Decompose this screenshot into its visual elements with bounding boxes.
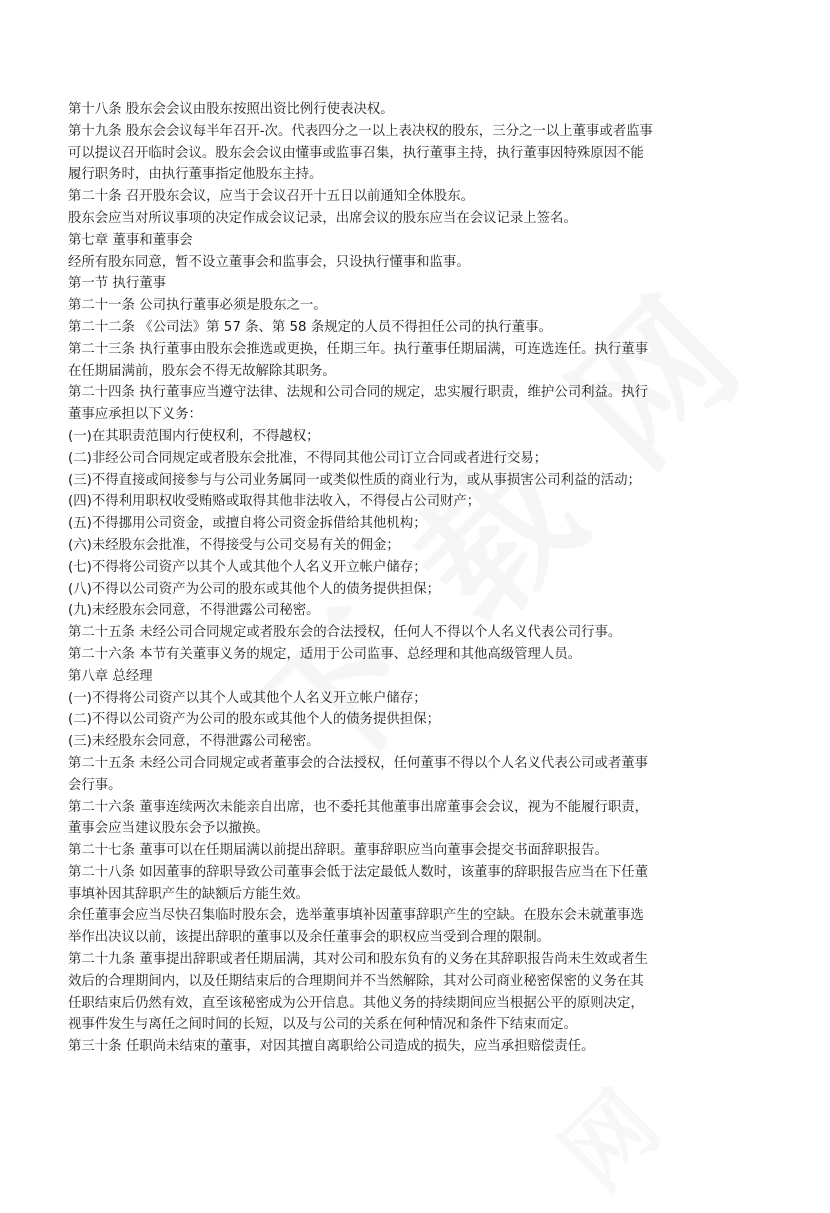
list-item: (八)不得以公司资产为公司的股东或其他个人的债务提供担保； <box>68 581 440 597</box>
text-line: 第二十五条 未经公司合同规定或者董事会的合法授权，任何董事不得以个人名义代表公司或者董事 <box>68 755 649 771</box>
text-line: 股东会应当对所议事项的决定作成会议记录，出席会议的股东应当在会议记录上签名。 <box>68 210 577 226</box>
list-item: (四)不得利用职权收受贿赂或取得其他非法收入，不得侵占公司财产； <box>68 494 481 510</box>
text-line: 任职结束后仍然有效，直至该秘密成为公开信息。其他义务的持续期间应当根据公平的原则决定， <box>68 995 644 1011</box>
list-item: (三)未经股东会同意，不得泄露公司秘密。 <box>68 734 320 750</box>
text-line: 第二十三条 执行董事由股东会推选或更换，任期三年。执行董事任期届满，可连选连任。执行董事 <box>68 341 649 357</box>
text-line: 第十九条 股东会会议每半年召开-次。代表四分之一以上表决权的股东，三分之一以上董事或者监事 <box>68 123 653 139</box>
text-line: 视事件发生与离任之间时间的长短，以及与公司的关系在何种情况和条件下结束而定。 <box>68 1017 577 1033</box>
text-line: 董事会应当建议股东会予以撤换。 <box>68 821 269 837</box>
text-line: 举作出决议以前，该提出辞职的董事以及余任董事会的职权应当受到合理的限制。 <box>68 930 551 946</box>
section-heading: 第一节 执行董事 <box>68 276 166 292</box>
text-line: 第二十一条 公司执行董事必须是股东之一。 <box>68 298 327 314</box>
document-body <box>68 99 718 1058</box>
text-line: 履行职务时，由执行董事指定他股东主持。 <box>68 167 323 183</box>
text-line: 第二十五条 未经公司合同规定或者股东会的合法授权，任何人不得以个人名义代表公司行事。 <box>68 625 622 641</box>
list-item: (二)不得以公司资产为公司的股东或其他个人的债务提供担保； <box>68 712 440 728</box>
text-line: 第二十九条 董事提出辞职或者任期届满，其对公司和股东负有的义务在其辞职报告尚未生效或者生 <box>68 952 649 968</box>
list-item: (一)在其职责范围内行使权利，不得越权； <box>68 428 320 444</box>
text-line: 第二十二条 《公司法》第 57 条、第 58 条规定的人员不得担任公司的执行董事。 <box>68 319 552 335</box>
text-line: 在任期届满前，股东会不得无故解除其职务。 <box>68 363 336 379</box>
text-line: 可以提议召开临时会议。股东会会议由懂事或监事召集，执行董事主持，执行董事因特殊原因不能 <box>68 145 644 161</box>
list-item: (五)不得挪用公司资金，或擅自将公司资金拆借给其他机构； <box>68 516 427 532</box>
list-item: (九)未经股东会同意，不得泄露公司秘密。 <box>68 603 320 619</box>
text-line: 第二十条 召开股东会议，应当于会议召开十五日以前通知全体股东。 <box>68 189 474 205</box>
chapter-heading: 第七章 董事和董事会 <box>68 232 193 248</box>
text-line: 第二十六条 本节有关董事义务的规定，适用于公司监事、总经理和其他高级管理人员。 <box>68 646 582 662</box>
text-line: 事填补因其辞职产生的缺额后方能生效。 <box>68 886 310 902</box>
watermark-bottom <box>527 1057 683 1213</box>
list-item: (三)不得直接或间接参与与公司业务属同一或类似性质的商业行为，或从事损害公司利益的活动； <box>68 472 641 488</box>
text-line: 第二十八条 如因董事的辞职导致公司董事会低于法定最低人数时，该董事的辞职报告应当在下任董 <box>68 864 649 880</box>
text-line: 余任董事会应当尽快召集临时股东会，选举董事填补因董事辞职产生的空缺。在股东会未就董事选 <box>68 908 644 924</box>
text-line: 第十八条 股东会会议由股东按照出资比例行使表决权。 <box>68 102 394 117</box>
text-line: 第二十七条 董事可以在任期届满以前提出辞职。董事辞职应当向董事会提交书面辞职报告。 <box>68 843 608 859</box>
text-line: 董事应承担以下义务： <box>68 407 202 423</box>
list-item: (一)不得将公司资产以其个人或其他个人名义开立帐户储存； <box>68 690 427 706</box>
chapter-heading: 第八章 总经理 <box>68 668 153 684</box>
list-item: (二)非经公司合同规定或者股东会批准，不得同其他公司订立合同或者进行交易； <box>68 450 548 466</box>
text-line: 第三十条 任职尚未结束的董事，对因其擅自离职给公司造成的损失，应当承担赔偿责任。 <box>68 1039 595 1055</box>
text-line: 会行事。 <box>68 777 122 793</box>
text-line: 效后的合理期间内，以及任期结束后的合理期间并不当然解除，其对公司商业秘密保密的义务在其 <box>68 973 644 989</box>
list-item: (六)未经股东会批准，不得接受与公司交易有关的佣金； <box>68 537 400 553</box>
text-line: 第二十四条 执行董事应当遵守法律、法规和公司合同的规定，忠实履行职责，维护公司利益。执行 <box>68 385 649 401</box>
text-line: 经所有股东同意，暂不设立董事会和监事会，只设执行懂事和监事。 <box>68 254 470 270</box>
text-line: 第二十六条 董事连续两次未能亲自出席，也不委托其他董事出席董事会会议，视为不能履行职责， <box>68 799 649 815</box>
list-item: (七)不得将公司资产以其个人或其他个人名义开立帐户储存； <box>68 559 427 575</box>
